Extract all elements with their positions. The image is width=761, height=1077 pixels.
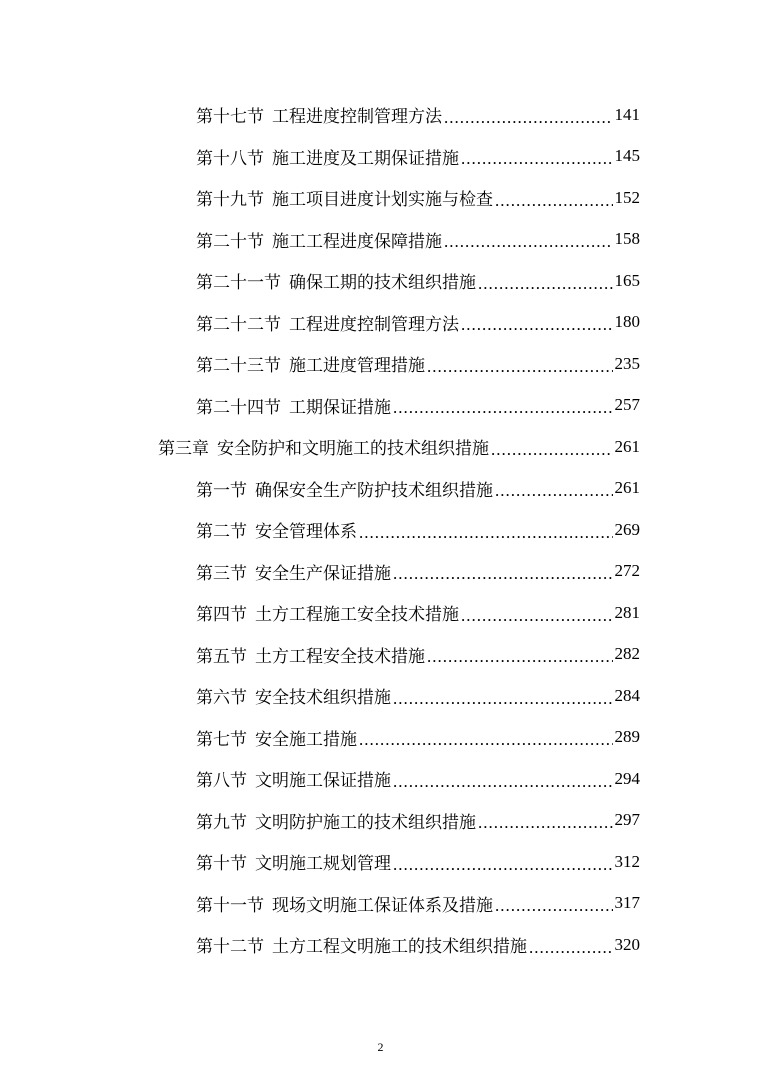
toc-section-entry[interactable] [0, 924, 640, 966]
toc-entry-label [196, 849, 391, 874]
toc-section-entry[interactable] [0, 758, 640, 800]
toc-entry-title: 安全施工措施 [255, 729, 357, 750]
toc-entry-page: 141 [614, 104, 640, 124]
toc-entry-label [196, 600, 459, 625]
toc-section-entry[interactable] [0, 260, 640, 302]
page-number: 2 [377, 1040, 384, 1054]
toc-entry-title: 工期保证措施 [289, 397, 391, 418]
toc-section-entry[interactable] [0, 343, 640, 385]
toc-entry-title: 安全生产保证措施 [255, 563, 391, 584]
toc-entry-number: 第八节 [196, 771, 247, 792]
toc-entry-title: 文明防护施工的技术组织措施 [255, 812, 476, 833]
toc-dot-leader [461, 315, 613, 335]
toc-entry-number: 第九节 [196, 812, 247, 833]
toc-entry-title: 土方工程安全技术措施 [255, 646, 425, 667]
toc-entry-title: 工程进度控制管理方法 [272, 107, 442, 128]
toc-entry-label [196, 268, 476, 293]
toc-dot-leader [495, 481, 613, 501]
toc-entry-page: 180 [614, 312, 640, 332]
toc-entry-page: 269 [614, 519, 640, 539]
toc-section-entry[interactable] [0, 302, 640, 344]
toc-chapter-entry[interactable] [0, 426, 640, 468]
toc-section-entry[interactable] [0, 883, 640, 925]
toc-entry-title: 土方工程文明施工的技术组织措施 [272, 937, 527, 958]
table-of-contents [0, 94, 761, 966]
toc-entry-page: 165 [614, 270, 640, 290]
toc-entry-title: 工程进度控制管理方法 [289, 314, 459, 335]
toc-entry-number: 第一节 [196, 480, 247, 501]
toc-entry-number: 第十节 [196, 854, 247, 875]
toc-entry-title: 现场文明施工保证体系及措施 [272, 895, 493, 916]
toc-entry-page: 289 [614, 727, 640, 747]
toc-dot-leader [461, 606, 613, 626]
toc-entry-label [196, 351, 425, 376]
toc-entry-title: 施工进度及工期保证措施 [272, 148, 459, 169]
toc-dot-leader [495, 896, 613, 916]
toc-entry-number: 第三节 [196, 563, 247, 584]
toc-entry-number: 第三章 [158, 439, 209, 460]
toc-dot-leader [359, 730, 613, 750]
toc-entry-page: 158 [614, 229, 640, 249]
toc-section-entry[interactable] [0, 509, 640, 551]
toc-dot-leader [444, 232, 613, 252]
toc-entry-page: 317 [614, 893, 640, 913]
toc-dot-leader [478, 274, 613, 294]
toc-section-entry[interactable] [0, 634, 640, 676]
toc-entry-label [158, 434, 489, 459]
toc-entry-page: 294 [614, 768, 640, 788]
toc-dot-leader [393, 772, 613, 792]
toc-entry-number: 第五节 [196, 646, 247, 667]
toc-entry-label [196, 310, 459, 335]
toc-dot-leader [478, 813, 613, 833]
toc-section-entry[interactable] [0, 219, 640, 261]
toc-entry-title: 确保工期的技术组织措施 [289, 273, 476, 294]
toc-entry-title: 施工项目进度计划实施与检查 [272, 190, 493, 211]
toc-entry-number: 第二节 [196, 522, 247, 543]
toc-entry-label [196, 227, 442, 252]
toc-entry-number: 第十九节 [196, 190, 264, 211]
toc-dot-leader [393, 398, 613, 418]
toc-section-entry[interactable] [0, 717, 640, 759]
toc-entry-label [196, 144, 459, 169]
toc-entry-number: 第四节 [196, 605, 247, 626]
toc-entry-title: 安全管理体系 [255, 522, 357, 543]
toc-dot-leader [393, 855, 613, 875]
toc-entry-page: 312 [614, 851, 640, 871]
toc-section-entry[interactable] [0, 675, 640, 717]
toc-entry-number: 第二十节 [196, 231, 264, 252]
toc-entry-label [196, 642, 425, 667]
toc-entry-title: 安全防护和文明施工的技术组织措施 [217, 439, 489, 460]
toc-entry-number: 第二十四节 [196, 397, 281, 418]
toc-entry-label [196, 517, 357, 542]
toc-section-entry[interactable] [0, 385, 640, 427]
toc-entry-number: 第二十一节 [196, 273, 281, 294]
toc-entry-title: 文明施工保证措施 [255, 771, 391, 792]
toc-entry-title: 安全技术组织措施 [255, 688, 391, 709]
toc-entry-number: 第六节 [196, 688, 247, 709]
toc-entry-page: 284 [614, 685, 640, 705]
toc-dot-leader [427, 647, 613, 667]
toc-section-entry[interactable] [0, 136, 640, 178]
toc-entry-page: 282 [614, 644, 640, 664]
toc-entry-label [196, 725, 357, 750]
toc-entry-page: 152 [614, 187, 640, 207]
toc-entry-label [196, 393, 391, 418]
toc-entry-label [196, 766, 391, 791]
toc-entry-title: 施工进度管理措施 [289, 356, 425, 377]
toc-dot-leader [495, 191, 613, 211]
toc-entry-page: 257 [614, 395, 640, 415]
toc-section-entry[interactable] [0, 468, 640, 510]
toc-entry-page: 261 [614, 478, 640, 498]
toc-section-entry[interactable] [0, 94, 640, 136]
toc-dot-leader [491, 440, 613, 460]
toc-entry-number: 第二十三节 [196, 356, 281, 377]
toc-dot-leader [393, 689, 613, 709]
toc-entry-label [196, 891, 493, 916]
toc-section-entry[interactable] [0, 800, 640, 842]
toc-dot-leader [393, 564, 613, 584]
toc-entry-number: 第十八节 [196, 148, 264, 169]
toc-entry-label [196, 185, 493, 210]
toc-entry-title: 土方工程施工安全技术措施 [255, 605, 459, 626]
toc-entry-label [196, 102, 442, 127]
toc-entry-label [196, 683, 391, 708]
toc-entry-title: 确保安全生产防护技术组织措施 [255, 480, 493, 501]
toc-dot-leader [529, 938, 613, 958]
toc-entry-title: 文明施工规划管理 [255, 854, 391, 875]
toc-entry-page: 235 [614, 353, 640, 373]
toc-dot-leader [427, 357, 613, 377]
toc-entry-page: 145 [614, 146, 640, 166]
toc-entry-page: 272 [614, 561, 640, 581]
toc-section-entry[interactable] [0, 177, 640, 219]
toc-entry-number: 第七节 [196, 729, 247, 750]
toc-entry-page: 320 [614, 934, 640, 954]
toc-section-entry[interactable] [0, 551, 640, 593]
toc-entry-page: 261 [614, 436, 640, 456]
toc-dot-leader [461, 149, 613, 169]
toc-entry-number: 第十一节 [196, 895, 264, 916]
toc-entry-page: 297 [614, 810, 640, 830]
toc-entry-label [196, 559, 391, 584]
toc-entry-page: 281 [614, 602, 640, 622]
toc-section-entry[interactable] [0, 592, 640, 634]
toc-section-entry[interactable] [0, 841, 640, 883]
toc-entry-label [196, 476, 493, 501]
toc-entry-title: 施工工程进度保障措施 [272, 231, 442, 252]
toc-entry-number: 第十二节 [196, 937, 264, 958]
toc-entry-number: 第十七节 [196, 107, 264, 128]
toc-dot-leader [444, 108, 613, 128]
toc-entry-number: 第二十二节 [196, 314, 281, 335]
toc-dot-leader [359, 523, 613, 543]
toc-entry-label [196, 932, 527, 957]
toc-entry-label [196, 808, 476, 833]
